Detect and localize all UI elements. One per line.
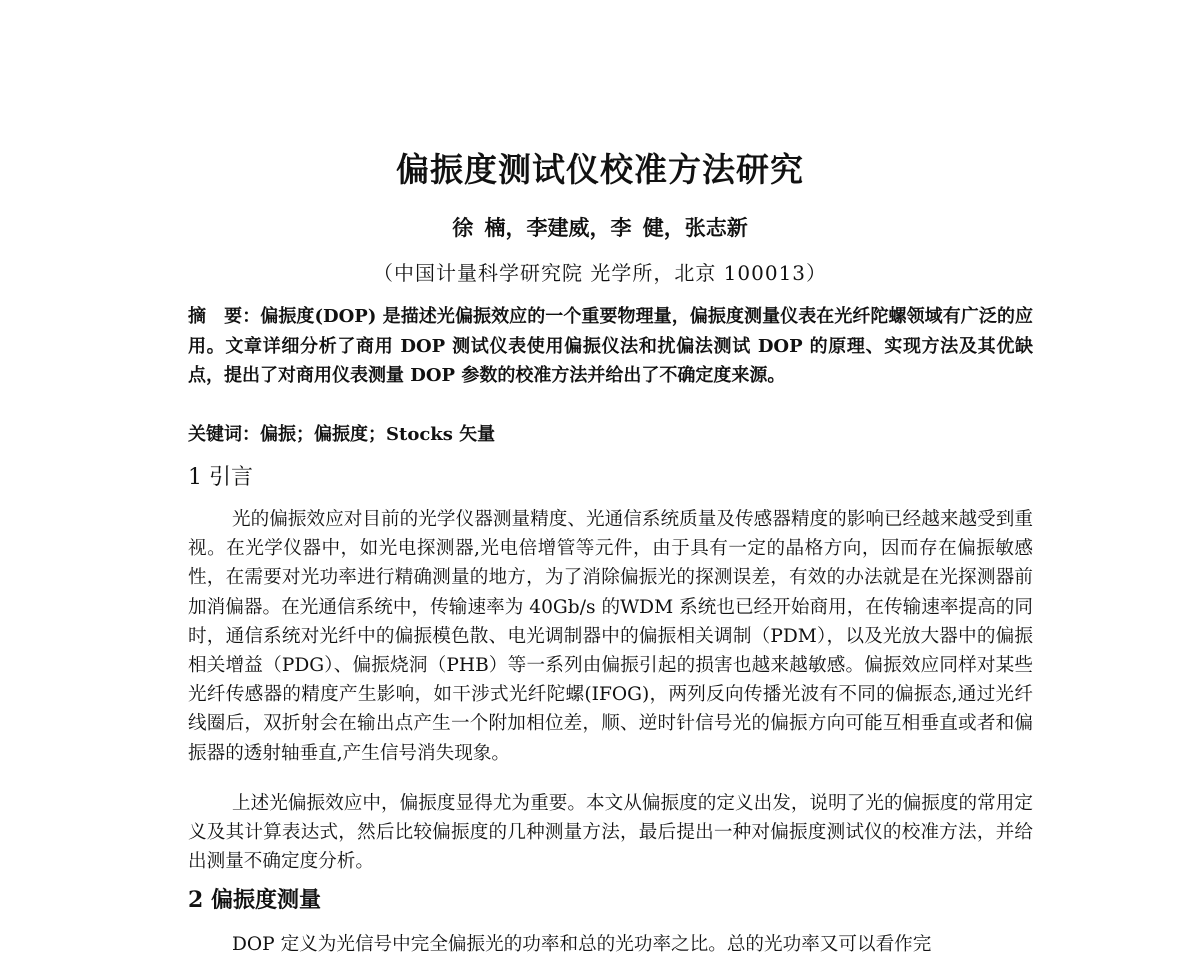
keywords-block — [188, 420, 1033, 450]
section-2-paragraph-1-text: DOP 定义为光信号中完全偏振光的功率和总的光功率之比。总的光功率又可以看作完 — [232, 934, 932, 955]
paper-authors: 徐 楠，李建威，李 健，张志新 — [452, 215, 748, 240]
section-1-paragraph-1 — [188, 505, 1033, 768]
abstract-block — [188, 302, 1033, 391]
abstract-text: 偏振度(DOP) 是描述光偏振效应的一个重要物理量，偏振度测量仪表在光纤陀螺领域有广泛的应用。文章详细分析了商用 DOP 测试仪表使用偏振仪法和扰偏法测试 DOP 的原理、实现方法及其优缺点，提出了对商用仪表测量 DOP 参数的校准方法并给出了不确定度来源。 — [188, 306, 1034, 387]
paper-title: 偏振度测试仪校准方法研究 — [396, 150, 804, 189]
section-1-paragraph-2 — [188, 789, 1033, 877]
section-1-paragraph-1-text: 光的偏振效应对目前的光学仪器测量精度、光通信系统质量及传感器精度的影响已经越来越受到重视。在光学仪器中，如光电探测器,光电倍增管等元件，由于具有一定的晶格方向，因而存在偏振敏感性，在需要对光功率进行精确测量的地方，为了消除偏振光的探测误差，有效的办法就是在光探测器前加消偏器。在光通信系统中，传输速率为 40Gb/s 的WDM 系统也已经开始商用，在传输速率提高的同时，通信系统对光纤中的偏振模色散、电光调制器中的偏振相关调制（PDM），以及光放大器中的偏振相关增益（PDG）、偏振烧洞（PHB）等一系列由偏振引起的损害也越来越敏感。偏振效应同样对某些光纤传感器的精度产生影响，如干涉式光纤陀螺(IFOG)，两列反向传播光波有不同的偏振态,通过光纤线圈后，双折射会在输出点产生一个附加相位差，顺、逆时针信号光的偏振方向可能互相垂直或者和偏振器的透射轴垂直,产生信号消失现象。 — [188, 509, 1033, 764]
paper-affiliation: （中国计量科学研究院 光学所，北京 100013） — [372, 261, 828, 285]
section-2-heading: 2 偏振度测量 — [188, 887, 321, 913]
section-1-paragraph-2-text: 上述光偏振效应中，偏振度显得尤为重要。本文从偏振度的定义出发，说明了光的偏振度的常用定义及其计算表达式，然后比较偏振度的几种测量方法，最后提出一种对偏振度测试仪的校准方法，并给出测量不确定度分析。 — [188, 793, 1033, 873]
keywords-text: 偏振；偏振度；Stocks 矢量 — [260, 424, 496, 445]
section-1-heading: 1 引言 — [188, 465, 253, 490]
section-2-paragraph-1 — [188, 930, 1033, 959]
keywords-label: 关键词： — [188, 424, 260, 445]
abstract-label: 摘 要： — [188, 306, 261, 327]
